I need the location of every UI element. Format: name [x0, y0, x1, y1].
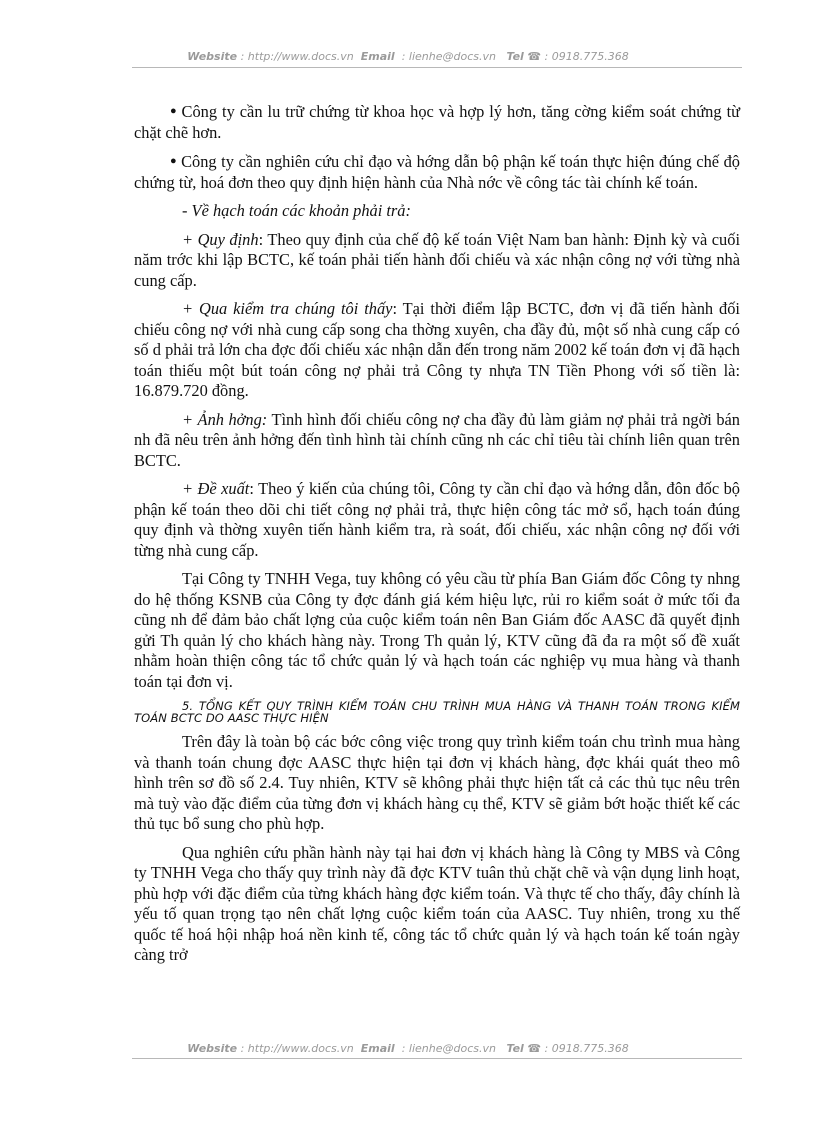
- header-tel-label: Tel: [506, 50, 524, 63]
- paragraph: ● Công ty cần nghiên cứu chỉ đạo và hớng dẫn bộ phận kế toán thực hiện đúng chế độ chứng từ, hoá đơn theo quy định hiện hành của Nhà nớc về công tác tài chính kế toán.: [134, 152, 740, 192]
- header-website-value: : http://www.docs.vn: [240, 50, 354, 63]
- paragraph-label: + Qua kiểm tra chúng tôi thấy: [182, 299, 393, 318]
- paragraph: Tại Công ty TNHH Vega, tuy không có yêu cầu từ phía Ban Giám đốc Công ty nhng do hệ thống KSNB của Công ty đợc đánh giá kém hiệu lực, rủi ro kiểm soát ở mức tối đa cũng nh để đảm bảo chất lợng của cuộc kiểm toán nên Ban Giám đốc AASC đã quyết định gửi Th quản lý cho khách hàng này. Trong Th quản lý, KTV cũng đã đa ra một số đề xuất nhằm hoàn thiện công tác tổ chức quản lý và hạch toán các nghiệp vụ mua hàng và thanh toán tại đơn vị.: [134, 569, 740, 691]
- paragraph: + Đề xuất: Theo ý kiến của chúng tôi, Công ty cần chỉ đạo và hớng dẫn, đôn đốc bộ phận kế toán theo dõi chi tiết công nợ phải trả, thực hiện công tác mở sổ, hạch toán đúng quy định và thờng xuyên tiến hành kiểm tra, rà soát, đối chiếu, xác nhận công nợ đối với từng nhà cung cấp.: [134, 479, 741, 560]
- header-divider: [132, 67, 742, 68]
- paragraph-label: + Đề xuất: [182, 479, 250, 498]
- paragraph: Trên đây là toàn bộ các bớc công việc trong quy trình kiểm toán chu trình mua hàng và thanh toán chung đợc AASC thực hiện tại đơn vị khách hàng, đợc khái quát theo mô hình trên sơ đồ số 2.4. Tuy nhiên, KTV sẽ không phải thực hiện tất cả các thủ tục nêu trên mà tuỳ vào đặc điểm của từng đơn vị khách hàng cụ thể, KTV sẽ giảm bớt hoặc thiết kế các thủ tục bổ sung cho phù hợp.: [134, 732, 740, 833]
- header-tel-value: ☎ : 0918.775.368: [527, 50, 629, 63]
- footer-website-label: Website: [187, 1042, 238, 1055]
- header-website-label: Website: [187, 50, 238, 63]
- paragraph: Qua nghiên cứu phần hành này tại hai đơn vị khách hàng là Công ty MBS và Công ty TNHH Vega cho thấy quy trình này đã đợc KTV tuân thủ chặt chẽ và vận dụng linh hoạt, phù hợp với đặc điểm của từng khách hàng đợc kiểm toán. Và thực tế cho thấy, đây chính là yếu tố quan trọng tạo nên chất lợng cuộc kiểm toán của AASC. Tuy nhiên, trong xu thế quốc tế hoá hội nhập hoá nền kinh tế, công tác tổ chức quản lý và hạch toán kế toán ngày càng trở: [134, 842, 740, 964]
- footer-email-label: Email: [360, 1042, 395, 1055]
- footer-email-value: : lienhe@docs.vn: [401, 1042, 496, 1055]
- paragraph-label: + Ảnh hởng:: [182, 409, 268, 429]
- section-heading: 5. TỔNG KẾT QUY TRÌNH KIỂM TOÁN CHU TRÌNH MUA HÀNG VÀ THANH TOÁN TRONG KIỂM TOÁN BCTC DO AASC THỰC HIỆN: [134, 699, 740, 725]
- footer-divider: [132, 1058, 742, 1059]
- header-email-value: : lienhe@docs.vn: [401, 50, 496, 63]
- page-header: [0, 50, 816, 63]
- document-body: [134, 101, 740, 974]
- paragraph: + Ảnh hởng: Tình hình đối chiếu công nợ cha đầy đủ làm giảm nợ phải trả ngời bán nh đã nêu trên ảnh hởng đến tình hình tài chính cũng nh các chỉ tiêu tài chính liên quan trên BCTC.: [134, 409, 741, 470]
- paragraph: + Quy định: Theo quy định của chế độ kế toán Việt Nam ban hành: Định kỳ và cuối năm trớc khi lập BCTC, kế toán phải tiến hành đối chiếu và xác nhận công nợ với từng nhà cung cấp.: [134, 229, 741, 290]
- subheading: - Về hạch toán các khoản phải trả:: [182, 201, 411, 220]
- header-email-label: Email: [360, 50, 395, 63]
- footer-tel-value: ☎ : 0918.775.368: [527, 1042, 629, 1055]
- page-footer: [0, 1042, 816, 1055]
- bullet-icon: ●: [170, 105, 178, 117]
- paragraph-label: + Quy định: [182, 229, 259, 249]
- footer-website-value: : http://www.docs.vn: [240, 1042, 354, 1055]
- paragraph: ● Công ty cần lu trữ chứng từ khoa học và hợp lý hơn, tăng cờng kiểm soát chứng từ chặt chẽ hơn.: [134, 102, 741, 142]
- bullet-icon: ●: [170, 155, 178, 167]
- footer-tel-label: Tel: [506, 1042, 524, 1055]
- paragraph: + Qua kiểm tra chúng tôi thấy: Tại thời điểm lập BCTC, đơn vị đã tiến hành đối chiếu công nợ với nhà cung cấp song cha thờng xuyên, cha đầy đủ, một số nhà cung cấp có số d phải trả lớn cha đợc đối chiếu xác nhận dẫn đến trong năm 2002 kế toán đơn vị đã hạch toán thiếu một bút toán công nợ phải trả Công ty nhựa TN Tiền Phong với số tiền là: 16.879.720 đồng.: [134, 299, 740, 400]
